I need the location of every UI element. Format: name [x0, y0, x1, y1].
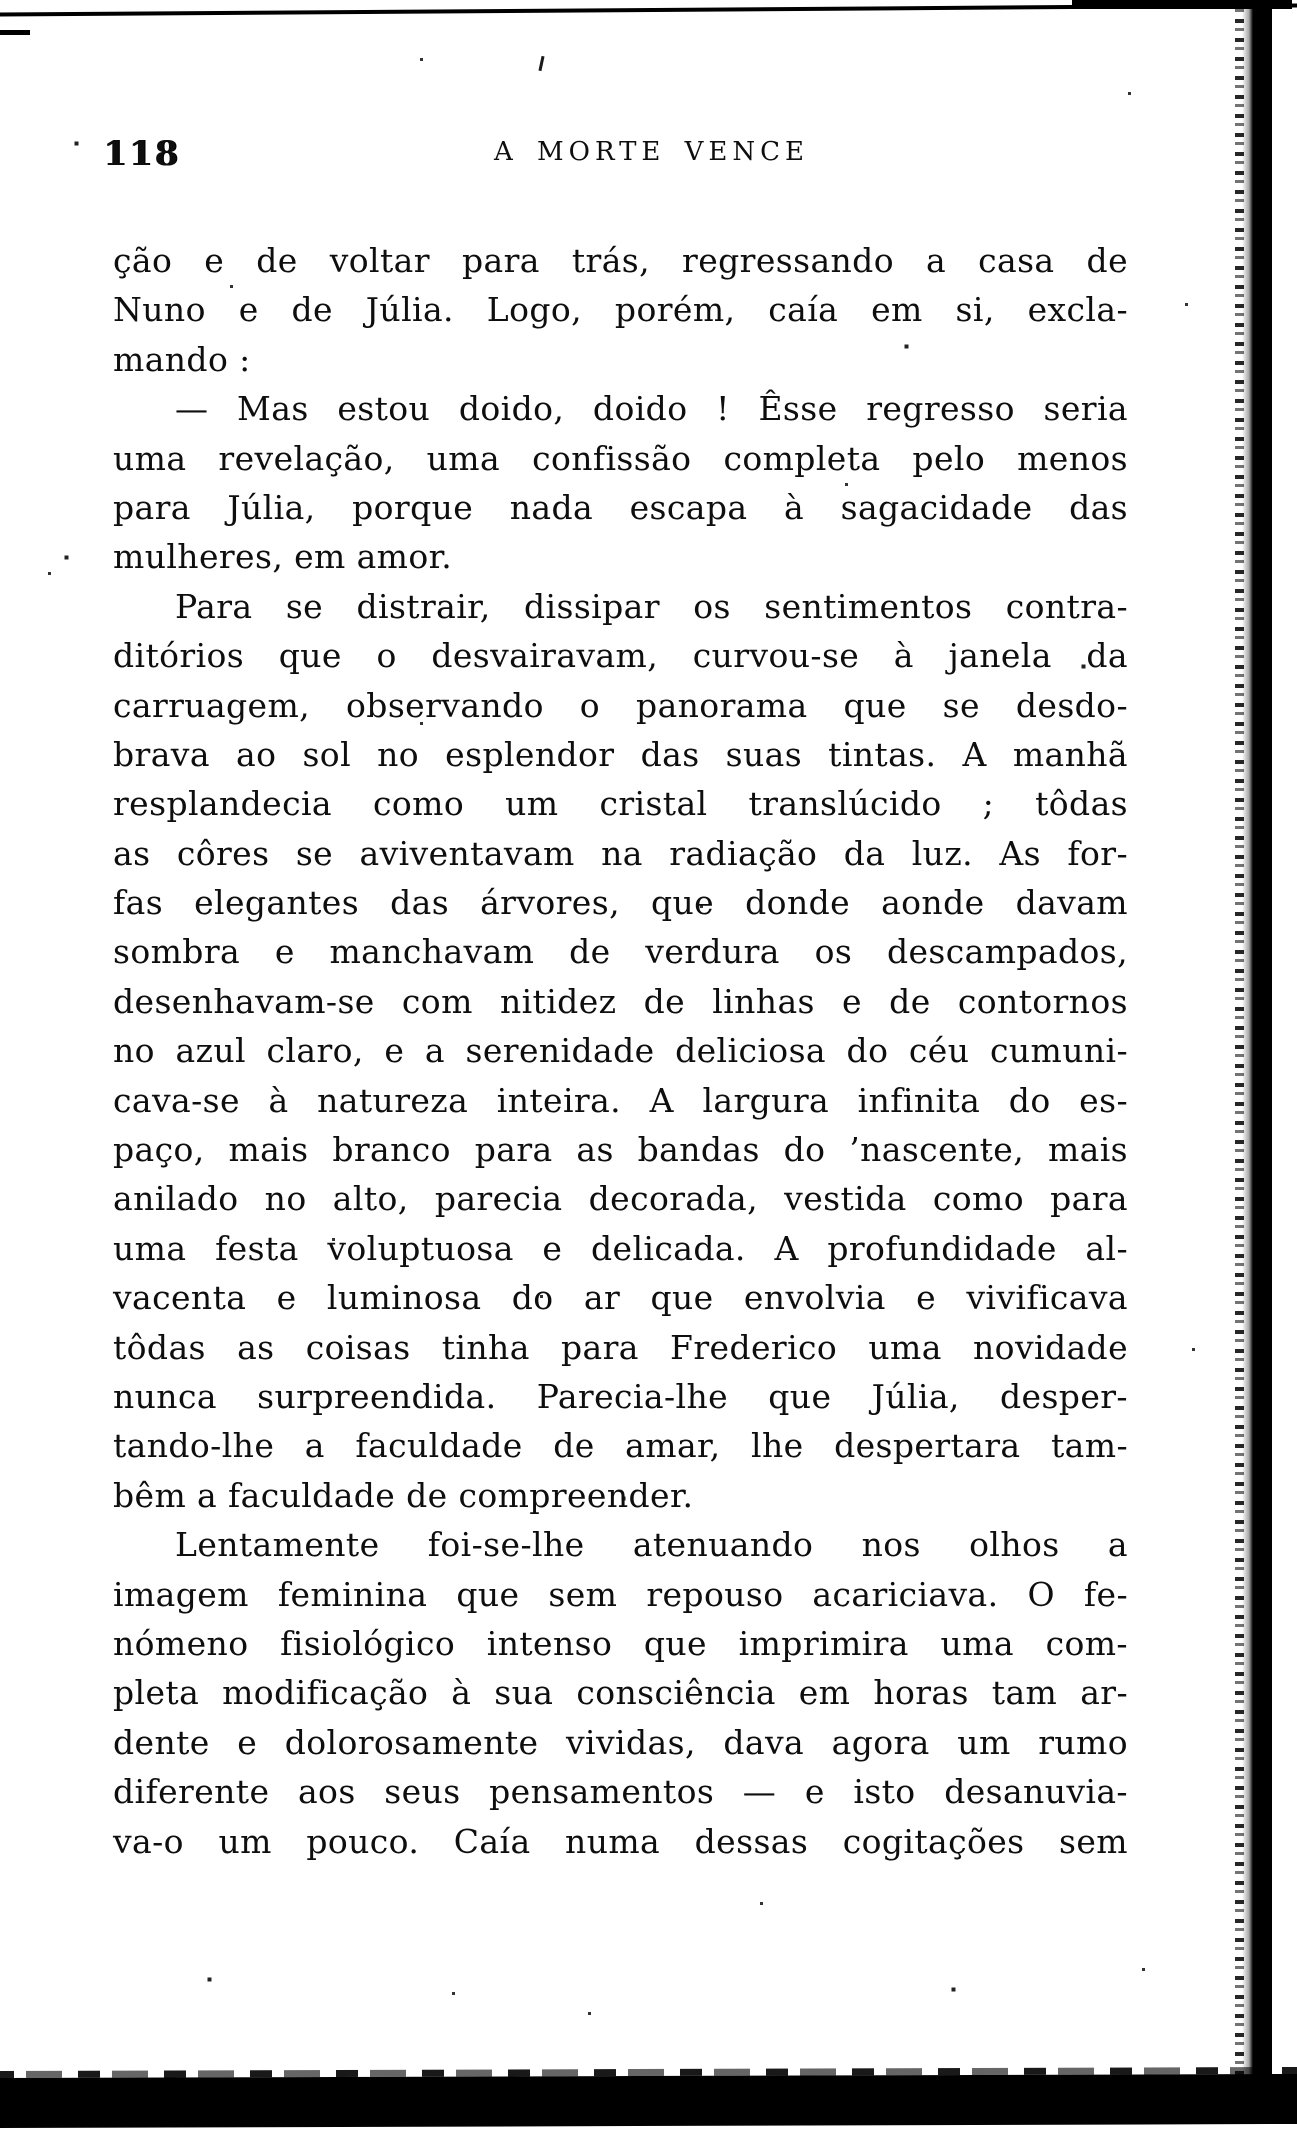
- text-line: resplandecia como um cristal translúcido ; tôdas: [113, 784, 1128, 824]
- text-line: imagem feminina que sem repouso acariciava. O fe-: [113, 1574, 1128, 1614]
- text-line: Nuno e de Júlia. Logo, porém, caía em si, excla-: [113, 290, 1128, 330]
- text-line: uma festa voluptuosa e delicada. A profundidade al-: [113, 1228, 1128, 1268]
- text-line: nunca surpreendida. Parecia-lhe que Júlia, desper-: [113, 1376, 1128, 1416]
- text-line: as côres se aviventavam na radiação da luz. As for-: [113, 833, 1128, 873]
- text-line: tôdas as coisas tinha para Frederico uma novidade: [113, 1327, 1128, 1367]
- text-line: uma revelação, uma confissão completa pelo menos: [113, 438, 1128, 478]
- scan-left-edge-mark: [0, 30, 30, 35]
- text-line: para Júlia, porque nada escapa à sagacidade das: [113, 487, 1128, 527]
- text-line: ção e de voltar para trás, regressando a casa de: [113, 241, 1128, 280]
- scan-bottom-edge-band: [0, 2074, 1297, 2128]
- text-line: sombra e manchavam de verdura os descampados,: [113, 932, 1128, 972]
- text-line: Para se distrair, dissipar os sentimentos contra-: [175, 586, 1128, 626]
- running-title: A MORTE VENCE: [493, 137, 810, 167]
- text-line: diferente aos seus pensamentos — e isto desanuvia-: [113, 1772, 1128, 1812]
- text-line: fas elegantes das árvores, que donde aonde davam: [113, 883, 1128, 923]
- text-line: tando-lhe a faculdade de amar, lhe despertara tam-: [113, 1426, 1128, 1466]
- body-text: [113, 236, 1128, 1866]
- text-line: mando :: [113, 339, 251, 379]
- scan-noise-speckles: [0, 0, 3, 3]
- stray-slash-mark: [538, 56, 544, 71]
- text-line: anilado no alto, parecia decorada, vestida como para: [113, 1179, 1128, 1219]
- text-line: desenhavam-se com nitidez de linhas e de contornos: [113, 981, 1128, 1021]
- text-line: no azul claro, e a serenidade deliciosa do céu cumuni-: [113, 1031, 1128, 1071]
- text-line: bêm a faculdade de compreender.: [113, 1475, 694, 1515]
- text-line: dente e dolorosamente vividas, dava agora um rumo: [113, 1722, 1128, 1762]
- page-header: [103, 134, 1128, 174]
- text-line: — Mas estou doido, doido ! Êsse regresso seria: [175, 389, 1128, 429]
- text-line: ditórios que o desvairavam, curvou-se à janela da: [113, 636, 1128, 676]
- text-line: vacenta e luminosa do ar que envolvia e vivificava: [113, 1278, 1128, 1318]
- text-line: paço, mais branco para as bandas do ’nascente, mais: [113, 1130, 1128, 1170]
- text-line: cava-se à natureza inteira. A largura infinita do es-: [113, 1080, 1128, 1120]
- scan-right-edge-band: [1242, 0, 1272, 2123]
- text-line: va-o um pouco. Caía numa dessas cogitações sem: [113, 1821, 1128, 1861]
- text-line: brava ao sol no esplendor das suas tintas. A manhã: [113, 734, 1128, 774]
- page-number: 118: [103, 134, 180, 174]
- text-line: Lentamente foi-se-lhe atenuando nos olhos a: [175, 1525, 1128, 1565]
- text-line: carruagem, observando o panorama que se desdo-: [113, 685, 1128, 725]
- text-line: mulheres, em amor.: [113, 537, 453, 577]
- text-line: pleta modificação à sua consciência em horas tam ar-: [113, 1673, 1128, 1713]
- text-line: nómeno fisiológico intenso que imprimira uma com-: [113, 1623, 1128, 1663]
